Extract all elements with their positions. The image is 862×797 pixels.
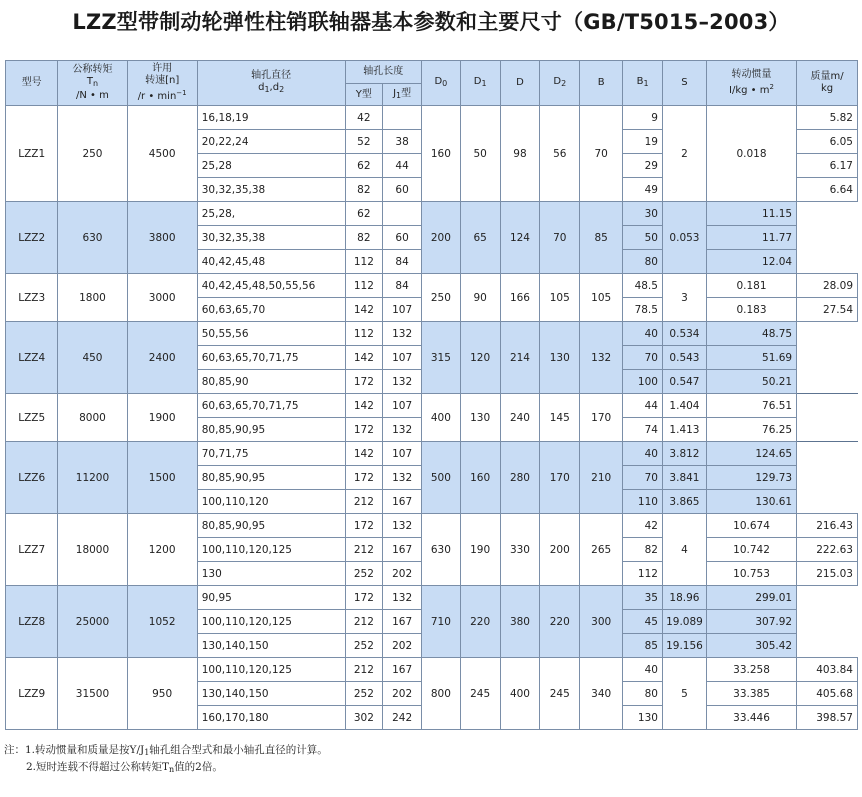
cell-model: LZZ6 [6,442,58,514]
cell-b: 105 [580,274,623,322]
header-model: 型号 [6,61,58,106]
cell-len-y: 142 [345,394,383,418]
cell-torque: 8000 [58,394,127,442]
cell-inertia: 18.96 [662,586,706,610]
cell-d1: 120 [460,322,500,394]
cell-d1: 245 [460,658,500,730]
cell-mass: 215.03 [797,562,858,586]
cell-model: LZZ4 [6,322,58,394]
cell-mass: 50.21 [706,370,796,394]
cell-mass: 28.09 [797,274,858,298]
cell-bore: 130,140,150 [197,634,345,658]
cell-d2: 130 [540,322,580,394]
cell-len-y: 212 [345,538,383,562]
cell-mass: 222.63 [797,538,858,562]
cell-bore: 80,85,90,95 [197,466,345,490]
cell-len-y: 82 [345,178,383,202]
group-lzz5 [6,394,858,442]
cell-d2: 200 [540,514,580,586]
cell-bore: 60,63,65,70 [197,298,345,322]
cell-mass: 27.54 [797,298,858,322]
footnotes [4,743,328,777]
cell-b: 340 [580,658,623,730]
cell-model: LZZ7 [6,514,58,586]
page-title: LZZ型带制动轮弹性柱销联轴器基本参数和主要尺寸（GB/T5015–2003） [72,10,790,34]
cell-b1: 50 [623,226,663,250]
cell-inertia: 19.089 [662,610,706,634]
cell-s: 2 [662,106,706,202]
cell-inertia: 0.053 [662,202,706,274]
cell-d0: 250 [421,274,460,322]
cell-len-j: 167 [383,490,422,514]
cell-b1: 40 [623,658,663,682]
cell-mass: 51.69 [706,346,796,370]
header-s: S [662,61,706,106]
cell-mass: 405.68 [797,682,858,706]
group-lzz4 [6,322,858,394]
cell-d: 240 [500,394,540,442]
cell-d: 380 [500,586,540,658]
cell-torque: 18000 [58,514,127,586]
cell-mass: 11.77 [706,226,796,250]
cell-model: LZZ3 [6,274,58,322]
cell-b1: 30 [623,202,663,226]
cell-inertia: 3.865 [662,490,706,514]
cell-inertia: 1.413 [662,418,706,442]
cell-len-y: 142 [345,298,383,322]
table-row [6,106,858,130]
cell-mass: 5.82 [797,106,858,130]
cell-d: 166 [500,274,540,322]
cell-len-j: 60 [383,226,422,250]
cell-inertia: 0.018 [706,106,796,202]
cell-len-j: 202 [383,682,422,706]
cell-bore: 130 [197,562,345,586]
cell-bore: 80,85,90,95 [197,514,345,538]
cell-bore: 30,32,35,38 [197,226,345,250]
cell-len-j: 107 [383,346,422,370]
header-d: D [500,61,540,106]
cell-mass: 6.17 [797,154,858,178]
cell-d2: 56 [540,106,580,202]
cell-len-y: 142 [345,442,383,466]
cell-torque: 1800 [58,274,127,322]
cell-len-j [383,106,422,130]
cell-len-y: 172 [345,514,383,538]
cell-b1: 29 [623,154,663,178]
cell-len-y: 62 [345,154,383,178]
cell-bore: 50,55,56 [197,322,345,346]
cell-d1: 50 [460,106,500,202]
cell-b: 70 [580,106,623,202]
cell-len-j: 167 [383,610,422,634]
group-lzz3 [6,274,858,322]
cell-len-y: 212 [345,658,383,682]
cell-torque: 31500 [58,658,127,730]
cell-bore: 40,42,45,48 [197,250,345,274]
cell-len-j: 167 [383,658,422,682]
cell-torque: 11200 [58,442,127,514]
cell-mass: 76.51 [706,394,796,418]
cell-mass: 216.43 [797,514,858,538]
cell-speed: 1900 [127,394,197,442]
cell-len-y: 172 [345,466,383,490]
cell-bore: 40,42,45,48,50,55,56 [197,274,345,298]
cell-len-j: 202 [383,562,422,586]
cell-model: LZZ8 [6,586,58,658]
cell-len-y: 112 [345,250,383,274]
group-lzz7 [6,514,858,586]
header-mass: 质量m/ kg [797,61,858,106]
cell-torque: 250 [58,106,127,202]
cell-b1: 130 [623,706,663,730]
cell-len-j: 84 [383,250,422,274]
cell-len-j: 107 [383,394,422,418]
cell-speed: 1052 [127,586,197,658]
cell-speed: 3000 [127,274,197,322]
cell-speed: 1200 [127,514,197,586]
cell-bore: 25,28 [197,154,345,178]
group-lzz9 [6,658,858,730]
cell-b1: 44 [623,394,663,418]
cell-d2: 145 [540,394,580,442]
cell-len-y: 52 [345,130,383,154]
cell-model: LZZ5 [6,394,58,442]
cell-b1: 100 [623,370,663,394]
cell-d1: 190 [460,514,500,586]
cell-inertia: 3.812 [662,442,706,466]
cell-bore: 100,110,120,125 [197,610,345,634]
table-row [6,274,858,298]
table-row [6,442,858,466]
cell-b1: 40 [623,442,663,466]
spec-table [5,60,858,730]
cell-len-j: 132 [383,466,422,490]
cell-b1: 112 [623,562,663,586]
cell-b: 132 [580,322,623,394]
header-bore-length: 轴孔长度 [345,61,421,84]
cell-len-y: 172 [345,370,383,394]
cell-d1: 65 [460,202,500,274]
cell-len-j: 242 [383,706,422,730]
cell-len-y: 112 [345,274,383,298]
cell-mass: 76.25 [706,418,796,442]
cell-b: 265 [580,514,623,586]
cell-len-y: 172 [345,418,383,442]
cell-d1: 130 [460,394,500,442]
header-d2: $D_2$ [540,61,580,106]
cell-speed: 1500 [127,442,197,514]
footnote-1: 注：1.转动惯量和质量是按$Y/J_1$轴孔组合型式和最小轴孔直径的计算。 [4,744,328,757]
cell-bore: 70,71,75 [197,442,345,466]
cell-mass: 299.01 [706,586,796,610]
cell-b: 170 [580,394,623,442]
cell-len-j: 132 [383,418,422,442]
cell-len-y: 42 [345,106,383,130]
cell-d0: 200 [421,202,460,274]
table-row [6,394,858,418]
group-lzz8 [6,586,858,658]
cell-len-y: 212 [345,610,383,634]
cell-mass: 398.57 [797,706,858,730]
cell-bore: 20,22,24 [197,130,345,154]
cell-len-j [383,202,422,226]
cell-inertia: 3.841 [662,466,706,490]
cell-len-j: 44 [383,154,422,178]
cell-d0: 630 [421,514,460,586]
cell-torque: 630 [58,202,127,274]
cell-d1: 90 [460,274,500,322]
cell-bore: 130,140,150 [197,682,345,706]
footnote-2: 2.短时连载不得超过公称转矩$T_n$值的2倍。 [26,761,223,774]
cell-bore: 16,18,19 [197,106,345,130]
header-speed: 许用 转速[n] /r • $\min^{-1}$ [127,61,197,106]
cell-inertia: 0.534 [662,322,706,346]
cell-bore: 60,63,65,70,71,75 [197,394,345,418]
cell-b1: 49 [623,178,663,202]
cell-b1: 19 [623,130,663,154]
cell-len-j: 107 [383,442,422,466]
cell-speed: 4500 [127,106,197,202]
table-row [6,586,858,610]
cell-len-y: 142 [345,346,383,370]
cell-d2: 70 [540,202,580,274]
cell-b1: 80 [623,682,663,706]
cell-d1: 220 [460,586,500,658]
cell-inertia: 10.674 [706,514,796,538]
cell-mass: 48.75 [706,322,796,346]
cell-d1: 160 [460,442,500,514]
cell-d2: 170 [540,442,580,514]
header-torque: 公称转矩 $T_n$ /N • m [58,61,127,106]
cell-len-j: 167 [383,538,422,562]
cell-bore: 25,28, [197,202,345,226]
cell-bore: 90,95 [197,586,345,610]
cell-model: LZZ2 [6,202,58,274]
table-row [6,202,858,226]
cell-inertia: 33.258 [706,658,796,682]
cell-len-y: 62 [345,202,383,226]
cell-bore: 160,170,180 [197,706,345,730]
header-bore-diameter: 轴孔直径 $d_1,d_2$ [197,61,345,106]
header-length-y: Y型 [345,84,383,106]
cell-b1: 74 [623,418,663,442]
cell-len-j: 132 [383,514,422,538]
cell-b1: 9 [623,106,663,130]
cell-inertia: 33.385 [706,682,796,706]
cell-inertia: 10.742 [706,538,796,562]
cell-bore: 100,110,120,125 [197,658,345,682]
cell-d: 330 [500,514,540,586]
cell-d: 214 [500,322,540,394]
cell-len-j: 38 [383,130,422,154]
cell-s: 4 [662,514,706,586]
header-length-j1: $J_1$型 [383,84,422,106]
cell-b1: 110 [623,490,663,514]
header-inertia: 转动惯量 I/kg • $m^2$ [706,61,796,106]
cell-b1: 42 [623,514,663,538]
cell-len-j: 202 [383,634,422,658]
cell-mass: 6.64 [797,178,858,202]
group-lzz6 [6,442,858,514]
cell-d0: 315 [421,322,460,394]
cell-d0: 400 [421,394,460,442]
cell-mass: 124.65 [706,442,796,466]
cell-torque: 450 [58,322,127,394]
cell-bore: 100,110,120,125 [197,538,345,562]
cell-b1: 40 [623,322,663,346]
cell-speed: 950 [127,658,197,730]
group-lzz1 [6,106,858,202]
cell-b1: 45 [623,610,663,634]
cell-len-y: 82 [345,226,383,250]
cell-b1: 78.5 [623,298,663,322]
cell-inertia: 1.404 [662,394,706,418]
cell-inertia: 0.181 [706,274,796,298]
cell-mass: 12.04 [706,250,796,274]
cell-inertia: 10.753 [706,562,796,586]
cell-len-y: 172 [345,586,383,610]
cell-b: 85 [580,202,623,274]
cell-b1: 35 [623,586,663,610]
cell-bore: 80,85,90,95 [197,418,345,442]
cell-bore: 30,32,35,38 [197,178,345,202]
cell-torque: 25000 [58,586,127,658]
header-d1: $D_1$ [460,61,500,106]
cell-d2: 245 [540,658,580,730]
cell-len-j: 60 [383,178,422,202]
cell-len-y: 252 [345,634,383,658]
cell-d2: 105 [540,274,580,322]
cell-mass: 307.92 [706,610,796,634]
header-b1: $B_1$ [623,61,663,106]
group-lzz2 [6,202,858,274]
table-row [6,658,858,682]
cell-b1: 70 [623,466,663,490]
cell-inertia: 19.156 [662,634,706,658]
cell-d0: 160 [421,106,460,202]
cell-b1: 82 [623,538,663,562]
cell-b1: 85 [623,634,663,658]
cell-b1: 80 [623,250,663,274]
cell-mass: 6.05 [797,130,858,154]
cell-b: 300 [580,586,623,658]
cell-bore: 100,110,120 [197,490,345,514]
cell-len-j: 132 [383,586,422,610]
header-d0: $D_0$ [421,61,460,106]
cell-d2: 220 [540,586,580,658]
cell-speed: 3800 [127,202,197,274]
cell-inertia: 0.183 [706,298,796,322]
cell-d0: 800 [421,658,460,730]
cell-bore: 60,63,65,70,71,75 [197,346,345,370]
cell-len-j: 132 [383,322,422,346]
cell-d0: 710 [421,586,460,658]
cell-d: 280 [500,442,540,514]
cell-inertia: 33.446 [706,706,796,730]
cell-inertia: 0.547 [662,370,706,394]
cell-len-j: 84 [383,274,422,298]
cell-d: 124 [500,202,540,274]
cell-model: LZZ1 [6,106,58,202]
cell-b1: 48.5 [623,274,663,298]
table-row [6,322,858,346]
cell-b1: 70 [623,346,663,370]
cell-len-y: 302 [345,706,383,730]
cell-d0: 500 [421,442,460,514]
cell-speed: 2400 [127,322,197,394]
cell-mass: 11.15 [706,202,796,226]
cell-mass: 305.42 [706,634,796,658]
cell-d: 400 [500,658,540,730]
cell-inertia: 0.543 [662,346,706,370]
cell-s: 3 [662,274,706,322]
cell-mass: 130.61 [706,490,796,514]
cell-len-y: 112 [345,322,383,346]
cell-len-j: 132 [383,370,422,394]
cell-bore: 80,85,90 [197,370,345,394]
cell-b: 210 [580,442,623,514]
cell-len-y: 252 [345,562,383,586]
cell-len-y: 212 [345,490,383,514]
cell-s: 5 [662,658,706,730]
cell-d: 98 [500,106,540,202]
table-row [6,514,858,538]
cell-len-y: 252 [345,682,383,706]
header-b: B [580,61,623,106]
cell-model: LZZ9 [6,658,58,730]
cell-mass: 129.73 [706,466,796,490]
cell-mass: 403.84 [797,658,858,682]
cell-len-j: 107 [383,298,422,322]
